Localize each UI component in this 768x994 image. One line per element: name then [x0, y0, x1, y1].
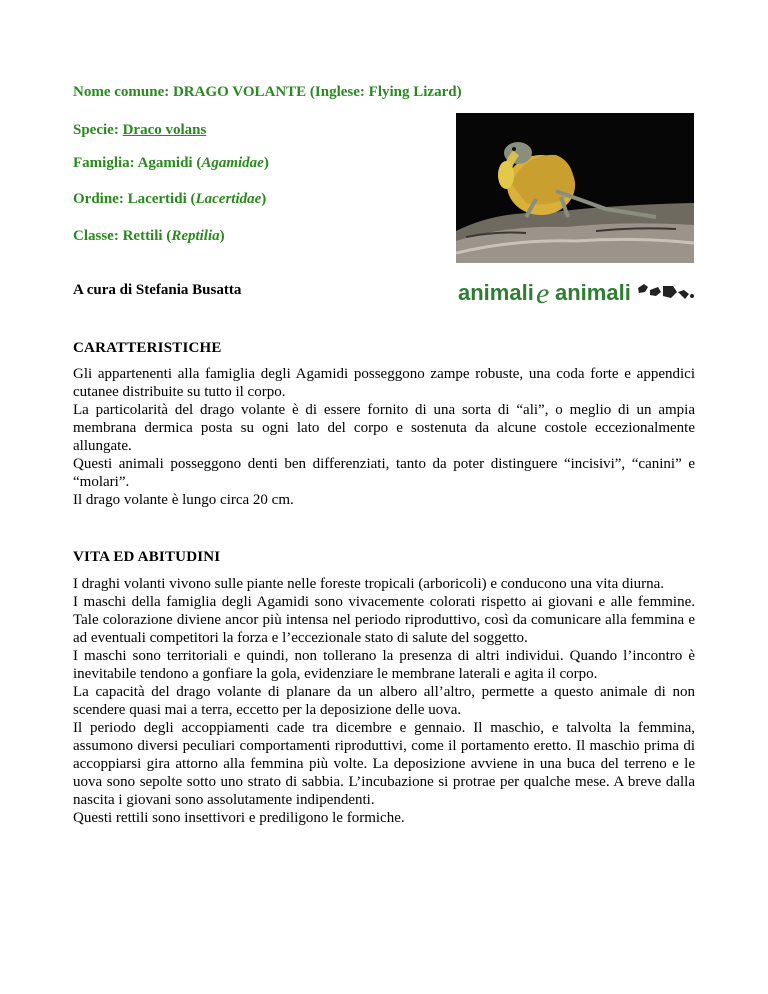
paragraph: Questi animali posseggono denti ben differenziati, tanto da poter distinguere “incisivi”, “canini” e “molari”. — [73, 456, 695, 490]
section-title-vita: VITA ED ABITUDINI — [73, 549, 221, 565]
paragraph: Il drago volante è lungo circa 20 cm. — [73, 492, 294, 508]
paragraph: La particolarità del drago volante è di essere fornito di una sorta di “ali”, o meglio di un ampia membrana dermica posta su ogni lato del corpo e sostenuta da alcune costole eccezionalmente allungate. — [73, 402, 695, 454]
paragraph: Il periodo degli accoppiamenti cade tra dicembre e gennaio. Il maschio, e talvolta la femmina, assumono diversi peculiari comportamenti riproduttivi, come il portamento eretto. Il maschio prima di accoppiarsi gira attorno alla femmina più volte. La deposizione avviene in una buca del terreno e le uova sono sepolte sotto uno strato di sabbia. L’incubazione si protrae per qualche mese. A breve dalla nascita i giovani sono assolutamente indipendenti. — [73, 720, 695, 808]
paragraph: La capacità del drago volante di planare da un albero all’altro, permette a questo animale di non scendere quasi mai a terra, eccetto per la deposizione delle uova. — [73, 684, 695, 718]
section-caratteristiche — [73, 365, 695, 509]
common-name: Nome comune: DRAGO VOLANTE (Inglese: Flying Lizard) — [73, 84, 462, 100]
family-line: Famiglia: Agamidi (Agamidae) — [73, 155, 269, 171]
species-line: Specie: Draco volans — [73, 122, 207, 138]
animaliEanimali-logo — [458, 278, 698, 308]
paragraph: I maschi della famiglia degli Agamidi sono vivacemente colorati rispetto ai giovani e alle femmine. Tale colorazione diviene ancor più intensa nel periodo riproduttivo, così da comunicare alla femmina e ad eventuali competitori la forza e l’eccezionale stato di salute del soggetto. — [73, 594, 695, 646]
logo-right: animali — [555, 280, 631, 305]
order-line: Ordine: Lacertidi (Lacertidae) — [73, 191, 267, 207]
paragraph: I draghi volanti vivono sulle piante nelle foreste tropicali (arboricoli) e conducono una vita diurna. — [73, 576, 665, 592]
section-title-caratteristiche: CARATTERISTICHE — [73, 340, 222, 356]
paragraph: Gli appartenenti alla famiglia degli Agamidi posseggono zampe robuste, una coda forte e appendici cutanee distribuite su tutto il corpo. — [73, 366, 695, 400]
paragraph: Questi rettili sono insettivori e prediligono le formiche. — [73, 810, 405, 826]
species-link[interactable]: Draco volans — [122, 122, 207, 138]
author-credit: A cura di Stefania Busatta — [73, 282, 242, 298]
flying-lizard-photo — [456, 113, 694, 263]
paragraph: I maschi sono territoriali e quindi, non tollerano la presenza di altri individui. Quando l’incontro è inevitabile tendono a gonfiare la gola, evidenziare le membrane laterali e agita il corpo. — [73, 648, 695, 682]
class-line: Classe: Rettili (Reptilia) — [73, 228, 225, 244]
animal-silhouettes-icon — [638, 284, 694, 299]
logo-e: e — [536, 278, 550, 308]
logo-left: animali — [458, 280, 534, 305]
section-vita — [73, 575, 695, 827]
